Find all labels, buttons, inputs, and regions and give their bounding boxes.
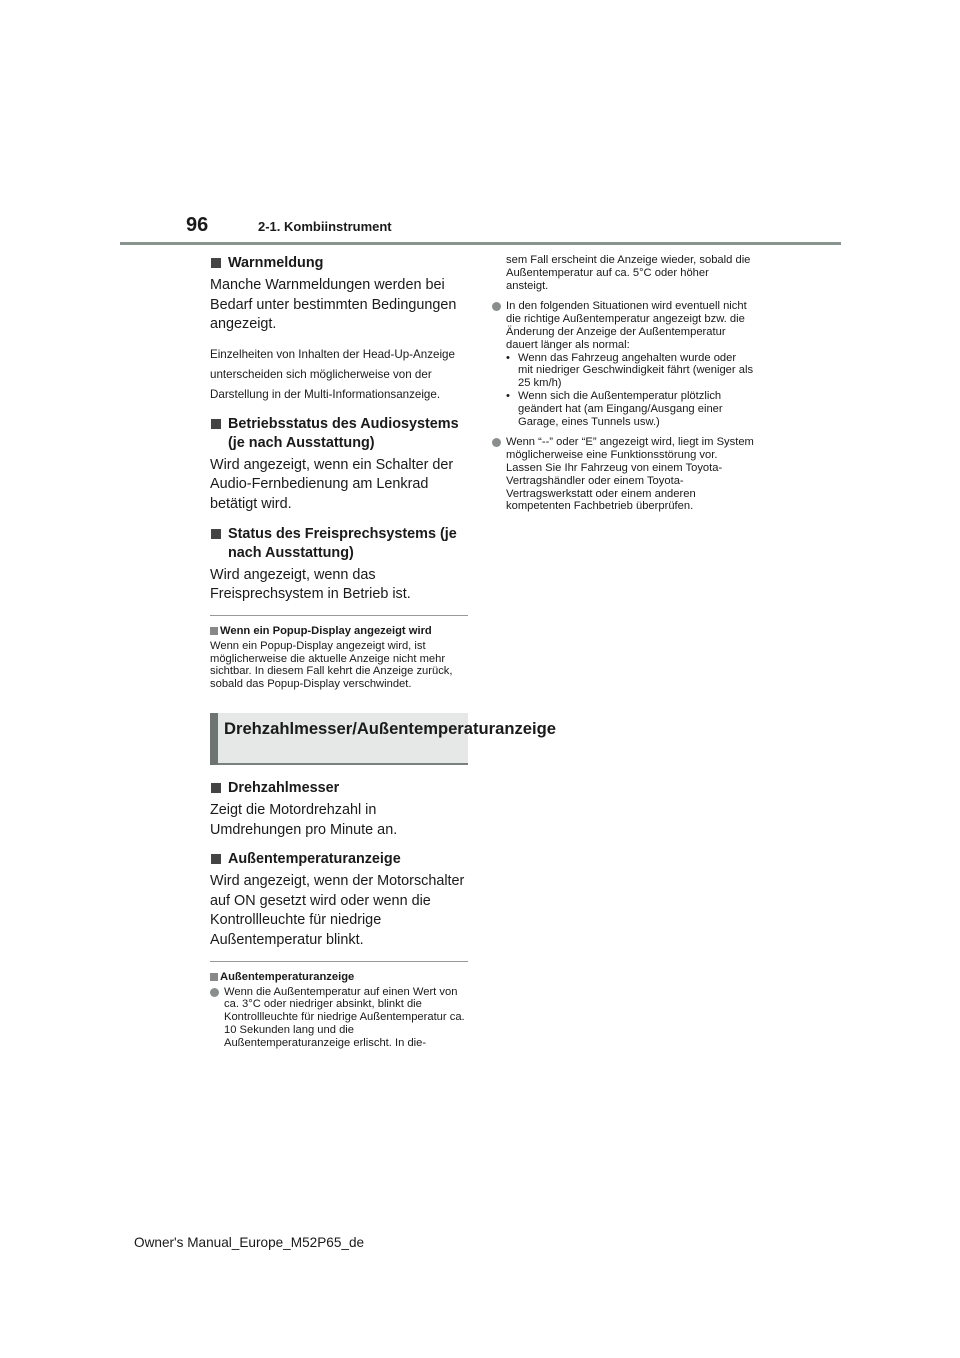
chapter-title: 2-1. Kombiinstrument: [258, 219, 392, 234]
sub-item-vehicle-stopped: • Wenn das Fahrzeug angehalten wurde oder mit niedriger Geschwindigkeit fährt (weniger als 25 km/h): [506, 352, 754, 390]
paragraph-warnmeldung: Manche Warnmeldungen werden bei Bedarf unter bestimmten Bedingungen angezeigt.: [210, 277, 457, 333]
heading-warnmeldung: Warnmeldung: [210, 254, 468, 273]
note-bullet-wrong-temperature: [492, 300, 754, 428]
note-divider: [210, 615, 468, 616]
note-text-popup: Wenn ein Popup-Display angezeigt wird, ist möglicherweise die aktuelle Anzeige nicht mehr sichtbar. In diesem Fall kehrt die Anzeige zurück, sobald das Popup-Display verschwindet.: [210, 639, 453, 691]
note-bullet-wrong-temperature-text: In den folgenden Situationen wird eventuell nicht die richtige Außentemperatur angezeigt bzw. die Änderung der Anzeige der Außentemperatur dauert länger als normal:: [506, 300, 747, 351]
page-number: 96: [186, 214, 209, 236]
heading-hands-free-status: Status des Freisprechsystems (je nach Ausstattung): [210, 525, 468, 563]
note-bullet-continuation: sem Fall erscheint die Anzeige wieder, sobald die Außentemperatur auf ca. 5°C oder höher ansteigt.: [506, 254, 751, 292]
paragraph-aussentemperatur: Wird angezeigt, wenn der Motorschalter auf ON gesetzt wird oder wenn die Kontrollleuchte für niedrige Außentemperatur blinkt.: [210, 873, 465, 948]
paragraph-hands-free-status: Wird angezeigt, wenn das Freisprechsystem in Betrieb ist.: [210, 566, 411, 603]
footer-text: Owner's Manual_Europe_M52P65_de: [134, 1235, 365, 1250]
note-bullet-malfunction: Wenn “--” oder “E” angezeigt wird, liegt im System möglicherweise eine Funktionsstörung vor. Lassen Sie Ihr Fahrzeug von einem Toyota-Vertragshändler oder einem Toyota-Vertragswerkstatt oder einem anderen kompetenten Fachbetrieb überprüfen.: [492, 436, 754, 513]
heading-audio-status: Betriebsstatus des Audiosystems (je nach Ausstattung): [210, 415, 468, 453]
section-title: Drehzahlmesser/Außentemperaturanzeige: [224, 718, 556, 738]
note-heading-popup: Wenn ein Popup-Display angezeigt wird: [210, 624, 468, 638]
heading-drehzahlmesser: Drehzahlmesser: [210, 779, 468, 798]
header-rule: [120, 242, 841, 245]
note-heading-aussentemperatur: Außentemperaturanzeige: [210, 970, 468, 984]
sub-item-temperature-change: • Wenn sich die Außentemperatur plötzlich geändert hat (am Eingang/Ausgang einer Garage, eines Tunnels usw.): [506, 390, 754, 428]
paragraph-drehzahlmesser: Zeigt die Motordrehzahl in Umdrehungen pro Minute an.: [210, 801, 398, 838]
paragraph-audio-status: Wird angezeigt, wenn ein Schalter der Audio-Fernbedienung am Lenkrad betätigt wird.: [210, 456, 454, 512]
note-bullet-temperature-low: Wenn die Außentemperatur auf einen Wert von ca. 3°C oder niedriger absinkt, blinkt die Kontrollleuchte für niedrige Außentemperatur ca. 10 Sekunden lang und die Außentemperaturanzeige erlischt. In die-: [210, 986, 468, 1050]
section-heading-box: [210, 713, 556, 765]
paragraph-warnmeldung-detail: Einzelheiten von Inhalten der Head-Up-Anzeige unterscheiden sich möglicherweise von der Darstellung in der Multi-Informationsanzeige.: [210, 347, 455, 401]
right-column: [492, 254, 754, 521]
note-divider: [210, 961, 468, 962]
heading-aussentemperatur: Außentemperaturanzeige: [210, 850, 468, 869]
sub-list: [506, 352, 754, 429]
left-column: [210, 254, 556, 1057]
